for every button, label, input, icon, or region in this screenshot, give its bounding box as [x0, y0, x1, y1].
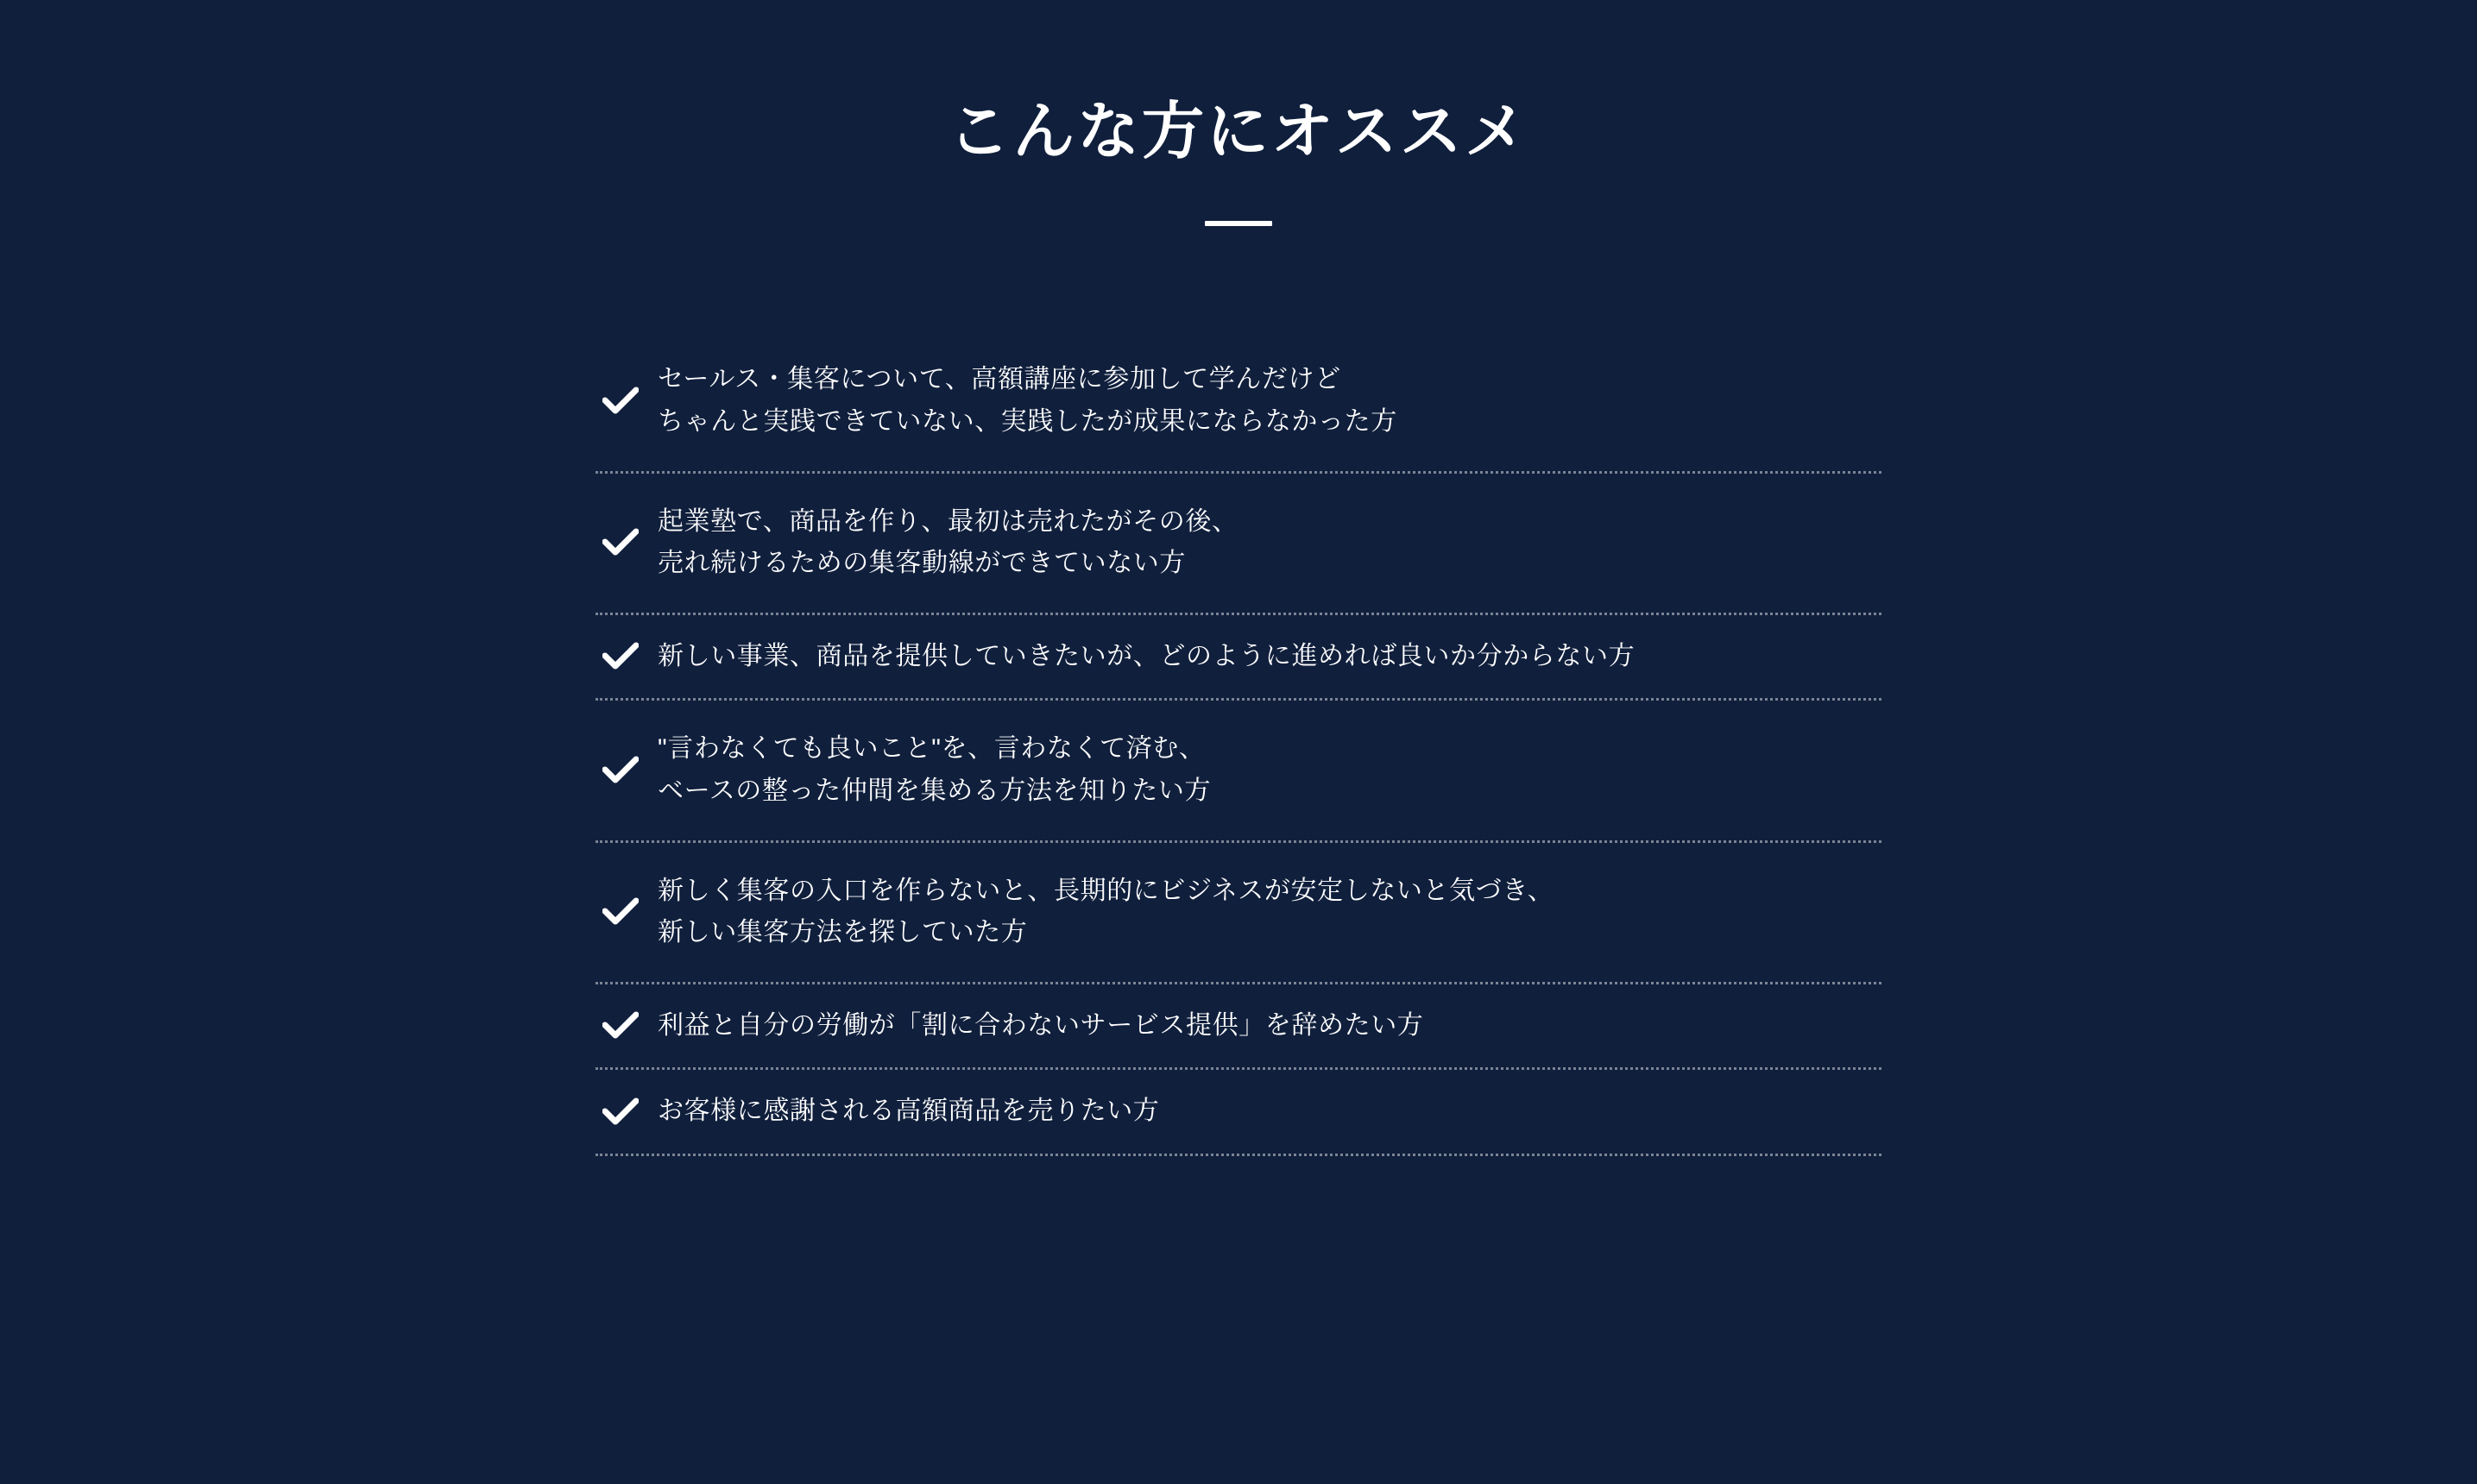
- check-icon: [596, 387, 658, 416]
- list-item: [596, 496, 1881, 590]
- list-item-text: [658, 865, 1881, 959]
- recommendation-list: [596, 354, 1881, 1156]
- check-icon: [596, 756, 658, 785]
- list-item-line: ちゃんと実践できていない、実践したが成果にならなかった方: [658, 406, 1397, 436]
- list-item-text: [658, 496, 1881, 590]
- check-icon: [596, 642, 658, 671]
- check-icon: [596, 1097, 658, 1127]
- list-item: [596, 865, 1881, 959]
- check-icon: [596, 897, 658, 927]
- spacer: [596, 701, 1881, 723]
- spacer: [596, 682, 1881, 698]
- list-item-line: 売れ続けるための集客動線ができていない方: [658, 549, 1186, 578]
- spacer: [596, 449, 1881, 471]
- check-icon: [596, 528, 658, 557]
- list-item-line: 新しい事業、商品を提供していきたいが、どのように進めれば良いか分からない方: [658, 641, 1636, 670]
- check-icon: [596, 1011, 658, 1041]
- list-item-line: 新しく集客の入口を作らないと、長期的にビジネスが安定しないと気づき、: [658, 876, 1554, 905]
- spacer: [596, 1052, 1881, 1067]
- list-item: [596, 1000, 1881, 1053]
- spacer: [596, 474, 1881, 496]
- list-item: [596, 723, 1881, 817]
- list-item-line: "言わなくても良いこと"を、言わなくて済む、: [658, 734, 1206, 764]
- list-item: [596, 354, 1881, 448]
- page-title: こんな方にオススメ: [948, 97, 1529, 167]
- list-item-line: ベースの整った仲間を集める方法を知りたい方: [658, 776, 1212, 805]
- list-divider: [596, 1154, 1881, 1156]
- title-underline-rule: [1205, 221, 1272, 226]
- list-item-text: [658, 723, 1881, 817]
- list-item-line: 起業塾で、商品を作り、最初は売れたがその後、: [658, 506, 1238, 536]
- list-item-line: お客様に感謝される高額商品を売りたい方: [658, 1097, 1160, 1126]
- list-item-text: [658, 1000, 1881, 1053]
- spacer: [596, 1070, 1881, 1085]
- spacer: [596, 818, 1881, 840]
- spacer: [596, 843, 1881, 865]
- list-item-line: セールス・集客について、高額講座に参加して学んだけど: [658, 365, 1341, 394]
- list-item: [596, 631, 1881, 683]
- heading-block: [0, 0, 2477, 226]
- list-item-line: 新しい集客方法を探していた方: [658, 918, 1028, 947]
- list-item-text: [658, 1085, 1881, 1138]
- spacer: [596, 1138, 1881, 1154]
- spacer: [596, 959, 1881, 982]
- list-item: [596, 1085, 1881, 1138]
- spacer: [596, 615, 1881, 631]
- list-item-text: [658, 354, 1881, 448]
- spacer: [596, 590, 1881, 613]
- list-item-line: 利益と自分の労働が「割に合わないサービス提供」を辞めたい方: [658, 1010, 1424, 1040]
- list-item-text: [658, 631, 1881, 683]
- spacer: [596, 984, 1881, 1000]
